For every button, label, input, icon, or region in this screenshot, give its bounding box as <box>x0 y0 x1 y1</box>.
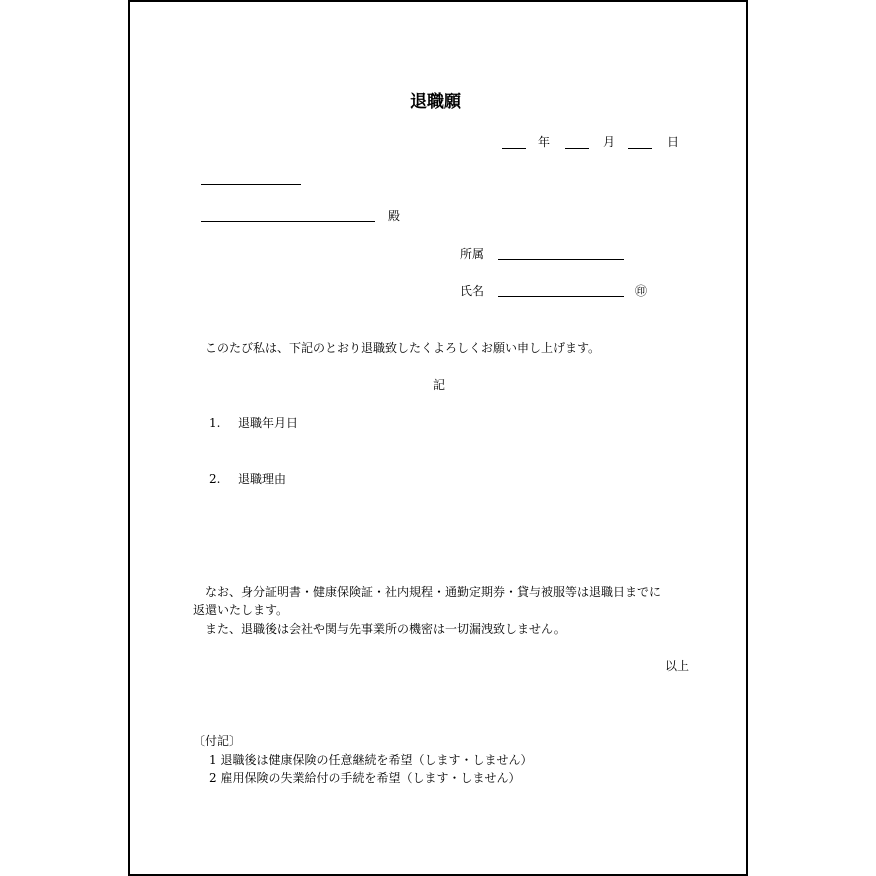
day-blank <box>628 148 652 149</box>
name-label: 氏名 <box>460 284 485 298</box>
day-label: 日 <box>667 135 680 149</box>
month-blank <box>565 148 589 149</box>
year-label: 年 <box>538 135 551 149</box>
intro-text: このたび私は、下記のとおり退職致したくよろしくお願い申し上げます。 <box>205 341 601 355</box>
affiliation-label: 所属 <box>460 247 485 261</box>
item-2-number: 2. <box>209 472 221 486</box>
item-1-label: 退職年月日 <box>238 416 299 430</box>
seal-mark: ㊞ <box>635 284 648 298</box>
company-name-blank <box>201 184 301 185</box>
item-2-label: 退職理由 <box>238 472 287 486</box>
document-page <box>128 0 748 876</box>
item-1-number: 1. <box>209 416 221 430</box>
year-blank <box>502 148 526 149</box>
appendix-item-1: 1 退職後は健康保険の任意継続を希望（します・しません） <box>209 753 533 767</box>
document-title: 退職願 <box>410 92 461 112</box>
appendix-heading: 〔付記〕 <box>193 734 242 748</box>
name-blank <box>498 296 624 297</box>
ki-mark: 記 <box>433 378 446 392</box>
appendix-item-2: 2 雇用保険の失業給付の手続を希望（します・しません） <box>209 771 521 785</box>
notes-line-2: 返還いたします。 <box>193 603 289 617</box>
affiliation-blank <box>498 259 624 260</box>
notes-line-3: また、退職後は会社や関与先事業所の機密は一切漏洩致しません。 <box>205 622 566 636</box>
notes-line-1: なお、身分証明書・健康保険証・社内規程・通勤定期券・貸与被服等は退職日までに <box>205 585 662 599</box>
closing-text: 以上 <box>665 659 690 673</box>
addressee-name-blank <box>201 221 375 222</box>
addressee-honorific: 殿 <box>388 209 401 223</box>
month-label: 月 <box>603 135 616 149</box>
